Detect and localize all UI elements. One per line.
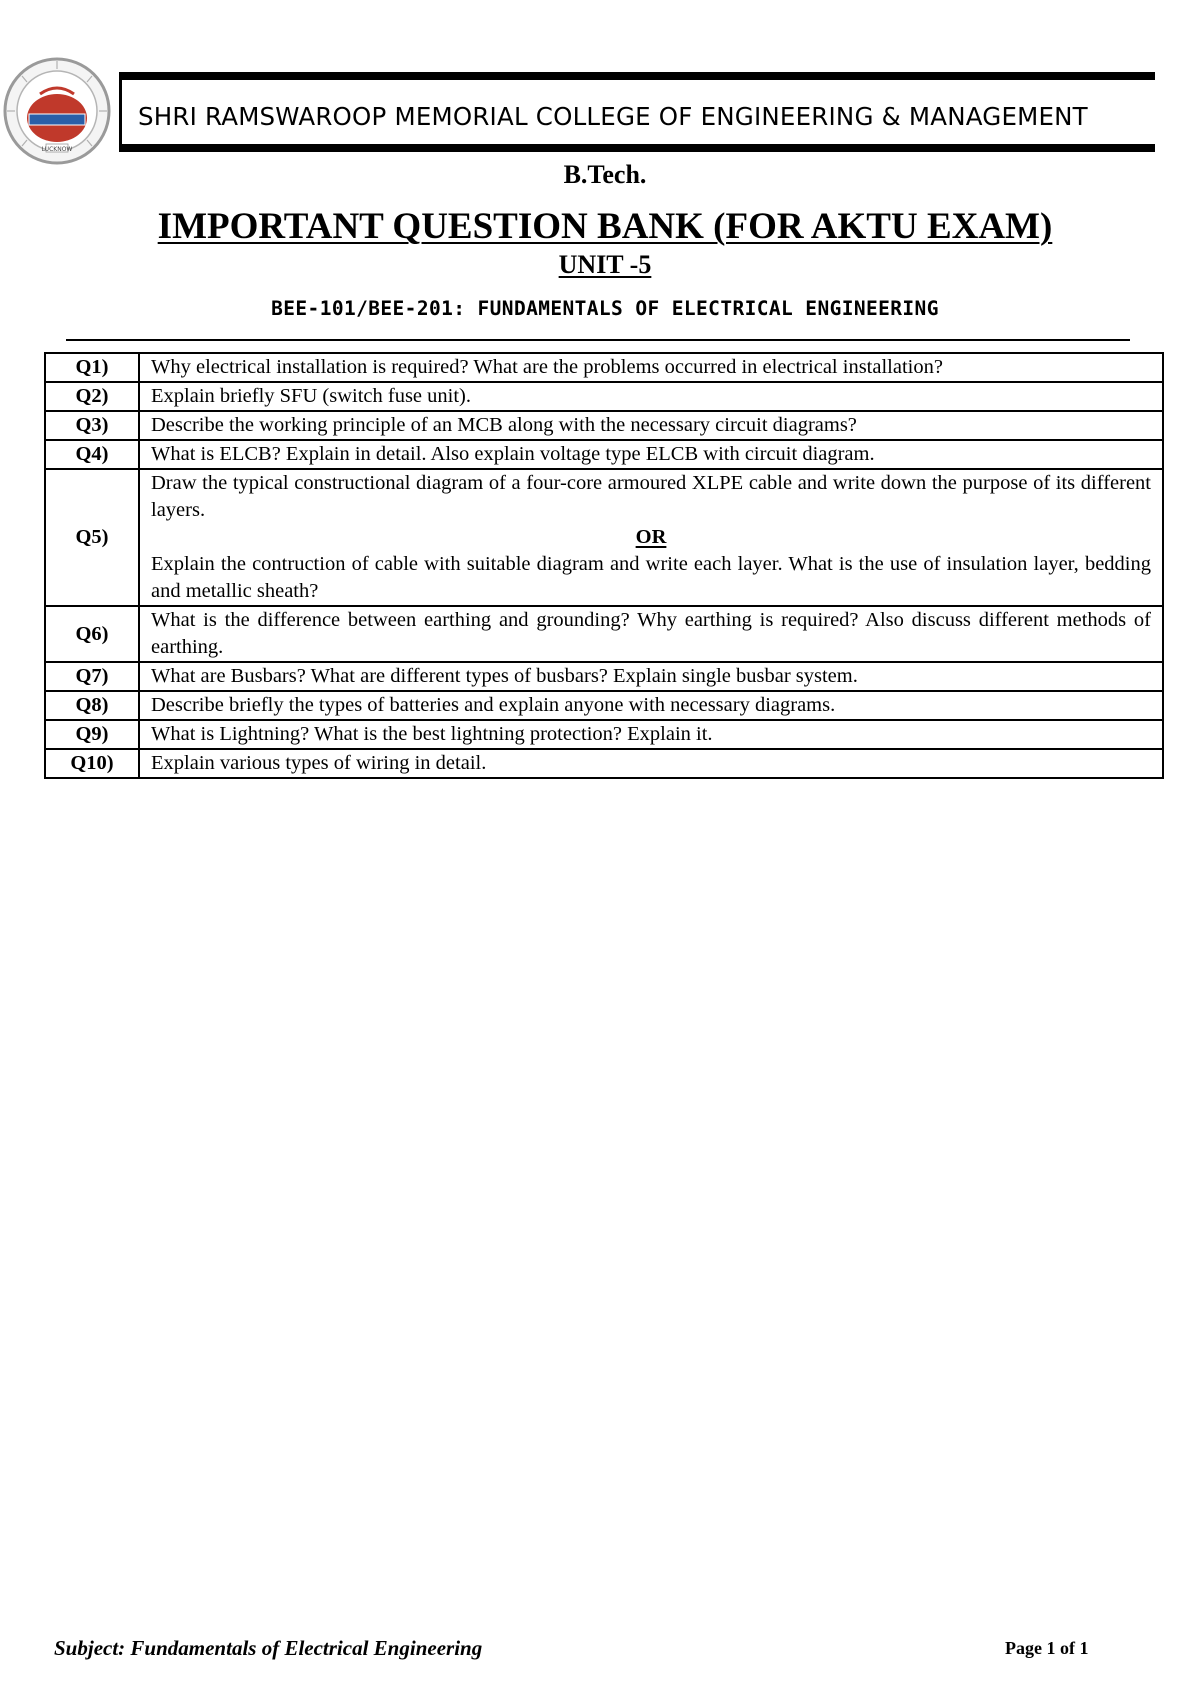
question-number: Q5) xyxy=(45,469,139,606)
question-row xyxy=(45,353,1163,382)
question-row xyxy=(45,691,1163,720)
page-number: Page 1 of 1 xyxy=(1005,1638,1089,1658)
question-number: Q1) xyxy=(45,353,139,382)
svg-text:LUCKNOW: LUCKNOW xyxy=(41,146,73,153)
question-number: Q3) xyxy=(45,411,139,440)
question-row xyxy=(45,720,1163,749)
question-row xyxy=(45,382,1163,411)
question-number: Q2) xyxy=(45,382,139,411)
question-alt-text: Explain the contruction of cable with suitable diagram and write each layer. What is the use of insulation layer, bedding and metallic sheath? xyxy=(151,553,1151,602)
question-number: Q10) xyxy=(45,749,139,778)
question-text: What is the difference between earthing and grounding? Why earthing is required? Also discuss different methods of earthing. xyxy=(139,606,1163,662)
footer-subject: Subject: Fundamentals of Electrical Engineering xyxy=(54,1636,483,1660)
question-number: Q6) xyxy=(45,606,139,662)
question-text: Explain briefly SFU (switch fuse unit). xyxy=(139,382,1163,411)
unit-label: UNIT -5 xyxy=(558,250,652,279)
institution-banner xyxy=(119,72,1155,152)
college-logo xyxy=(2,56,112,166)
question-text: Why electrical installation is required? What are the problems occurred in electrical installation? xyxy=(139,353,1163,382)
question-text: Describe the working principle of an MCB along with the necessary circuit diagrams? xyxy=(139,411,1163,440)
question-row xyxy=(45,749,1163,778)
question-row xyxy=(45,411,1163,440)
question-number: Q8) xyxy=(45,691,139,720)
question-text: What is Lightning? What is the best lightning protection? Explain it. xyxy=(139,720,1163,749)
question-text: Draw the typical constructional diagram of a four-core armoured XLPE cable and write down the purpose of its different layers. xyxy=(151,472,1151,521)
question-number: Q4) xyxy=(45,440,139,469)
question-text: Explain various types of wiring in detail. xyxy=(139,749,1163,778)
institution-name: SHRI RAMSWAROOP MEMORIAL COLLEGE OF ENGINEERING & MANAGEMENT xyxy=(138,102,1088,131)
or-separator: OR xyxy=(635,526,667,548)
page-title: IMPORTANT QUESTION BANK (FOR AKTU EXAM) xyxy=(157,206,1053,247)
question-row xyxy=(45,662,1163,691)
question-table xyxy=(44,352,1164,779)
question-row xyxy=(45,469,1163,606)
degree-label: B.Tech. xyxy=(563,160,647,189)
question-row xyxy=(45,606,1163,662)
course-code: BEE-101/BEE-201: FUNDAMENTALS OF ELECTRICAL ENGINEERING xyxy=(271,297,939,320)
question-number: Q7) xyxy=(45,662,139,691)
question-text: What is ELCB? Explain in detail. Also explain voltage type ELCB with circuit diagram. xyxy=(139,440,1163,469)
question-row xyxy=(45,440,1163,469)
question-cell xyxy=(139,469,1163,606)
question-number: Q9) xyxy=(45,720,139,749)
question-text: Describe briefly the types of batteries and explain anyone with necessary diagrams. xyxy=(139,691,1163,720)
header-divider xyxy=(66,339,1130,341)
question-text: What are Busbars? What are different types of busbars? Explain single busbar system. xyxy=(139,662,1163,691)
